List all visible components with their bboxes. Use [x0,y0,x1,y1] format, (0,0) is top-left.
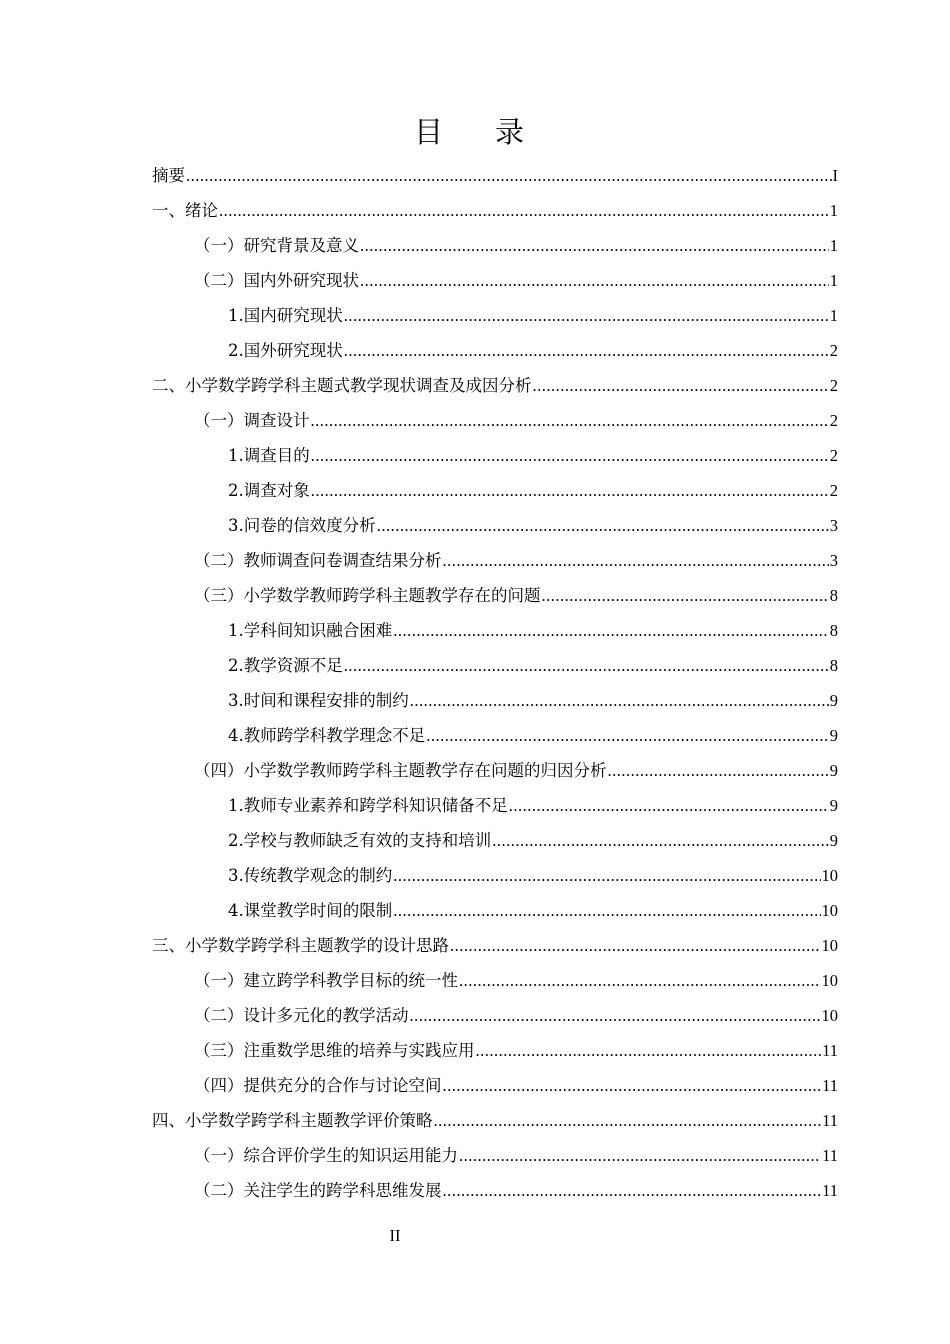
toc-entry-title: 3.时间和课程安排的制约 [228,691,409,710]
dot-leader [459,963,821,998]
toc-entry[interactable] [152,158,838,193]
toc-entry-title: 3.问卷的信效度分析 [228,516,376,535]
toc-entry[interactable] [152,263,838,298]
toc-entry-page: 8 [829,621,838,640]
toc-entry[interactable] [152,928,838,963]
toc-entry[interactable] [152,998,838,1033]
dot-leader [186,158,832,193]
dot-leader [410,998,821,1033]
toc-entry[interactable] [152,648,838,683]
dot-leader [219,193,829,228]
toc-entry[interactable] [152,333,838,368]
toc-entry-page: 10 [821,866,838,885]
dot-leader [393,858,820,893]
toc-entry[interactable] [152,193,838,228]
toc-entry-title: 4.教师跨学科教学理念不足 [228,726,426,745]
toc-entry-page: 11 [822,1146,838,1165]
toc-entry[interactable] [152,1033,838,1068]
toc-entry-title: 2.国外研究现状 [228,341,343,360]
toc-entry-page: 10 [821,1006,838,1025]
dot-leader [377,508,829,543]
toc-entry-title: 一、绪论 [152,201,218,220]
toc-entry[interactable] [152,298,838,333]
dot-leader [426,718,829,753]
toc-entry-page: 1 [829,306,838,325]
dot-leader [344,648,829,683]
toc-entry-page: 1 [829,271,838,290]
toc-entry-page: 9 [829,796,838,815]
dot-leader [311,473,829,508]
page-number: II [389,1226,401,1245]
toc-entry-page: 9 [829,726,838,745]
toc-entry-page: 9 [829,691,838,710]
toc-entry-title: 摘要 [152,166,185,185]
toc-entry[interactable] [152,473,838,508]
toc-entry[interactable] [152,718,838,753]
toc-entry[interactable] [152,368,838,403]
toc-entry[interactable] [152,228,838,263]
toc-entry-title: 2.学校与教师缺乏有效的支持和培训 [228,831,492,850]
toc-entry-title: （二）教师调查问卷调查结果分析 [194,551,442,570]
dot-leader [344,298,829,333]
dot-leader [393,893,820,928]
toc-entry[interactable] [152,613,838,648]
dot-leader [533,368,829,403]
dot-leader [311,438,829,473]
toc-entry[interactable] [152,893,838,928]
dot-leader [476,1033,822,1068]
toc-entry-page: 3 [829,516,838,535]
toc-entry-title: 三、小学数学跨学科主题教学的设计思路 [152,936,449,955]
toc-entry-title: （四）小学数学教师跨学科主题教学存在问题的归因分析 [194,761,607,780]
dot-leader [311,403,829,438]
toc-entry[interactable] [152,438,838,473]
toc-entry-title: （一）建立跨学科教学目标的统一性 [194,971,458,990]
toc-entry[interactable] [152,858,838,893]
toc-entry-page: 9 [829,831,838,850]
toc-entry[interactable] [152,1138,838,1173]
toc-entry-title: （二）关注学生的跨学科思维发展 [194,1181,442,1200]
dot-leader [542,578,829,613]
toc-entry-title: （一）综合评价学生的知识运用能力 [194,1146,458,1165]
dot-leader [434,1103,822,1138]
toc-entry-title: 二、小学数学跨学科主题式教学现状调查及成因分析 [152,376,532,395]
dot-leader [443,1068,822,1103]
dot-leader [509,788,829,823]
toc-entry-page: 8 [829,656,838,675]
toc-entry-page: 11 [822,1076,838,1095]
toc-entry-page: 10 [821,901,838,920]
toc-entry-page: 8 [829,586,838,605]
toc-entry-page: 3 [829,551,838,570]
dot-leader [443,543,829,578]
dot-leader [360,263,829,298]
toc-entry[interactable] [152,543,838,578]
toc-entry[interactable] [152,788,838,823]
toc-entry-title: （三）小学数学教师跨学科主题教学存在的问题 [194,586,541,605]
toc-entry-title: 四、小学数学跨学科主题教学评价策略 [152,1111,433,1130]
toc-entry-page: 2 [829,446,838,465]
toc-entry-title: （二）国内外研究现状 [194,271,359,290]
toc-entry-title: （四）提供充分的合作与讨论空间 [194,1076,442,1095]
dot-leader [492,823,829,858]
toc-entry-title: （一）研究背景及意义 [194,236,359,255]
dot-leader [360,228,829,263]
toc-entry[interactable] [152,1068,838,1103]
dot-leader [608,753,829,788]
toc-entry[interactable] [152,823,838,858]
toc-entry-title: （三）注重数学思维的培养与实践应用 [194,1041,475,1060]
toc-entry-title: 1.调查目的 [228,446,310,465]
toc-entry-page: 2 [829,376,838,395]
toc-entry-page: I [832,166,838,185]
toc-title: 目录 [413,115,576,149]
toc-entry[interactable] [152,508,838,543]
dot-leader [344,333,829,368]
toc-entry-title: 1.教师专业素养和跨学科知识储备不足 [228,796,508,815]
toc-entry-page: 10 [821,936,838,955]
toc-entry[interactable] [152,683,838,718]
toc-list [152,158,838,1208]
toc-entry[interactable] [152,963,838,998]
toc-entry[interactable] [152,403,838,438]
toc-entry-page: 2 [829,341,838,360]
toc-entry-page: 2 [829,411,838,430]
dot-leader [443,1173,822,1208]
toc-entry-page: 1 [829,201,838,220]
toc-entry-page: 1 [829,236,838,255]
toc-entry-title: 3.传统教学观念的制约 [228,866,393,885]
toc-entry[interactable] [152,753,838,788]
toc-entry-title: 1.国内研究现状 [228,306,343,325]
toc-entry-page: 11 [822,1041,838,1060]
toc-entry[interactable] [152,578,838,613]
toc-entry-page: 11 [822,1181,838,1200]
toc-entry-page: 2 [829,481,838,500]
toc-entry-title: 2.调查对象 [228,481,310,500]
dot-leader [459,1138,821,1173]
toc-entry-page: 9 [829,761,838,780]
toc-entry[interactable] [152,1103,838,1138]
toc-entry-title: 4.课堂教学时间的限制 [228,901,393,920]
toc-entry-page: 11 [822,1111,838,1130]
toc-entry-title: 2.教学资源不足 [228,656,343,675]
toc-entry-page: 10 [821,971,838,990]
toc-entry-title: 1.学科间知识融合困难 [228,621,393,640]
dot-leader [450,928,821,963]
toc-entry[interactable] [152,1173,838,1208]
dot-leader [393,613,829,648]
toc-entry-title: （一）调查设计 [194,411,310,430]
dot-leader [410,683,829,718]
toc-entry-title: （二）设计多元化的教学活动 [194,1006,409,1025]
